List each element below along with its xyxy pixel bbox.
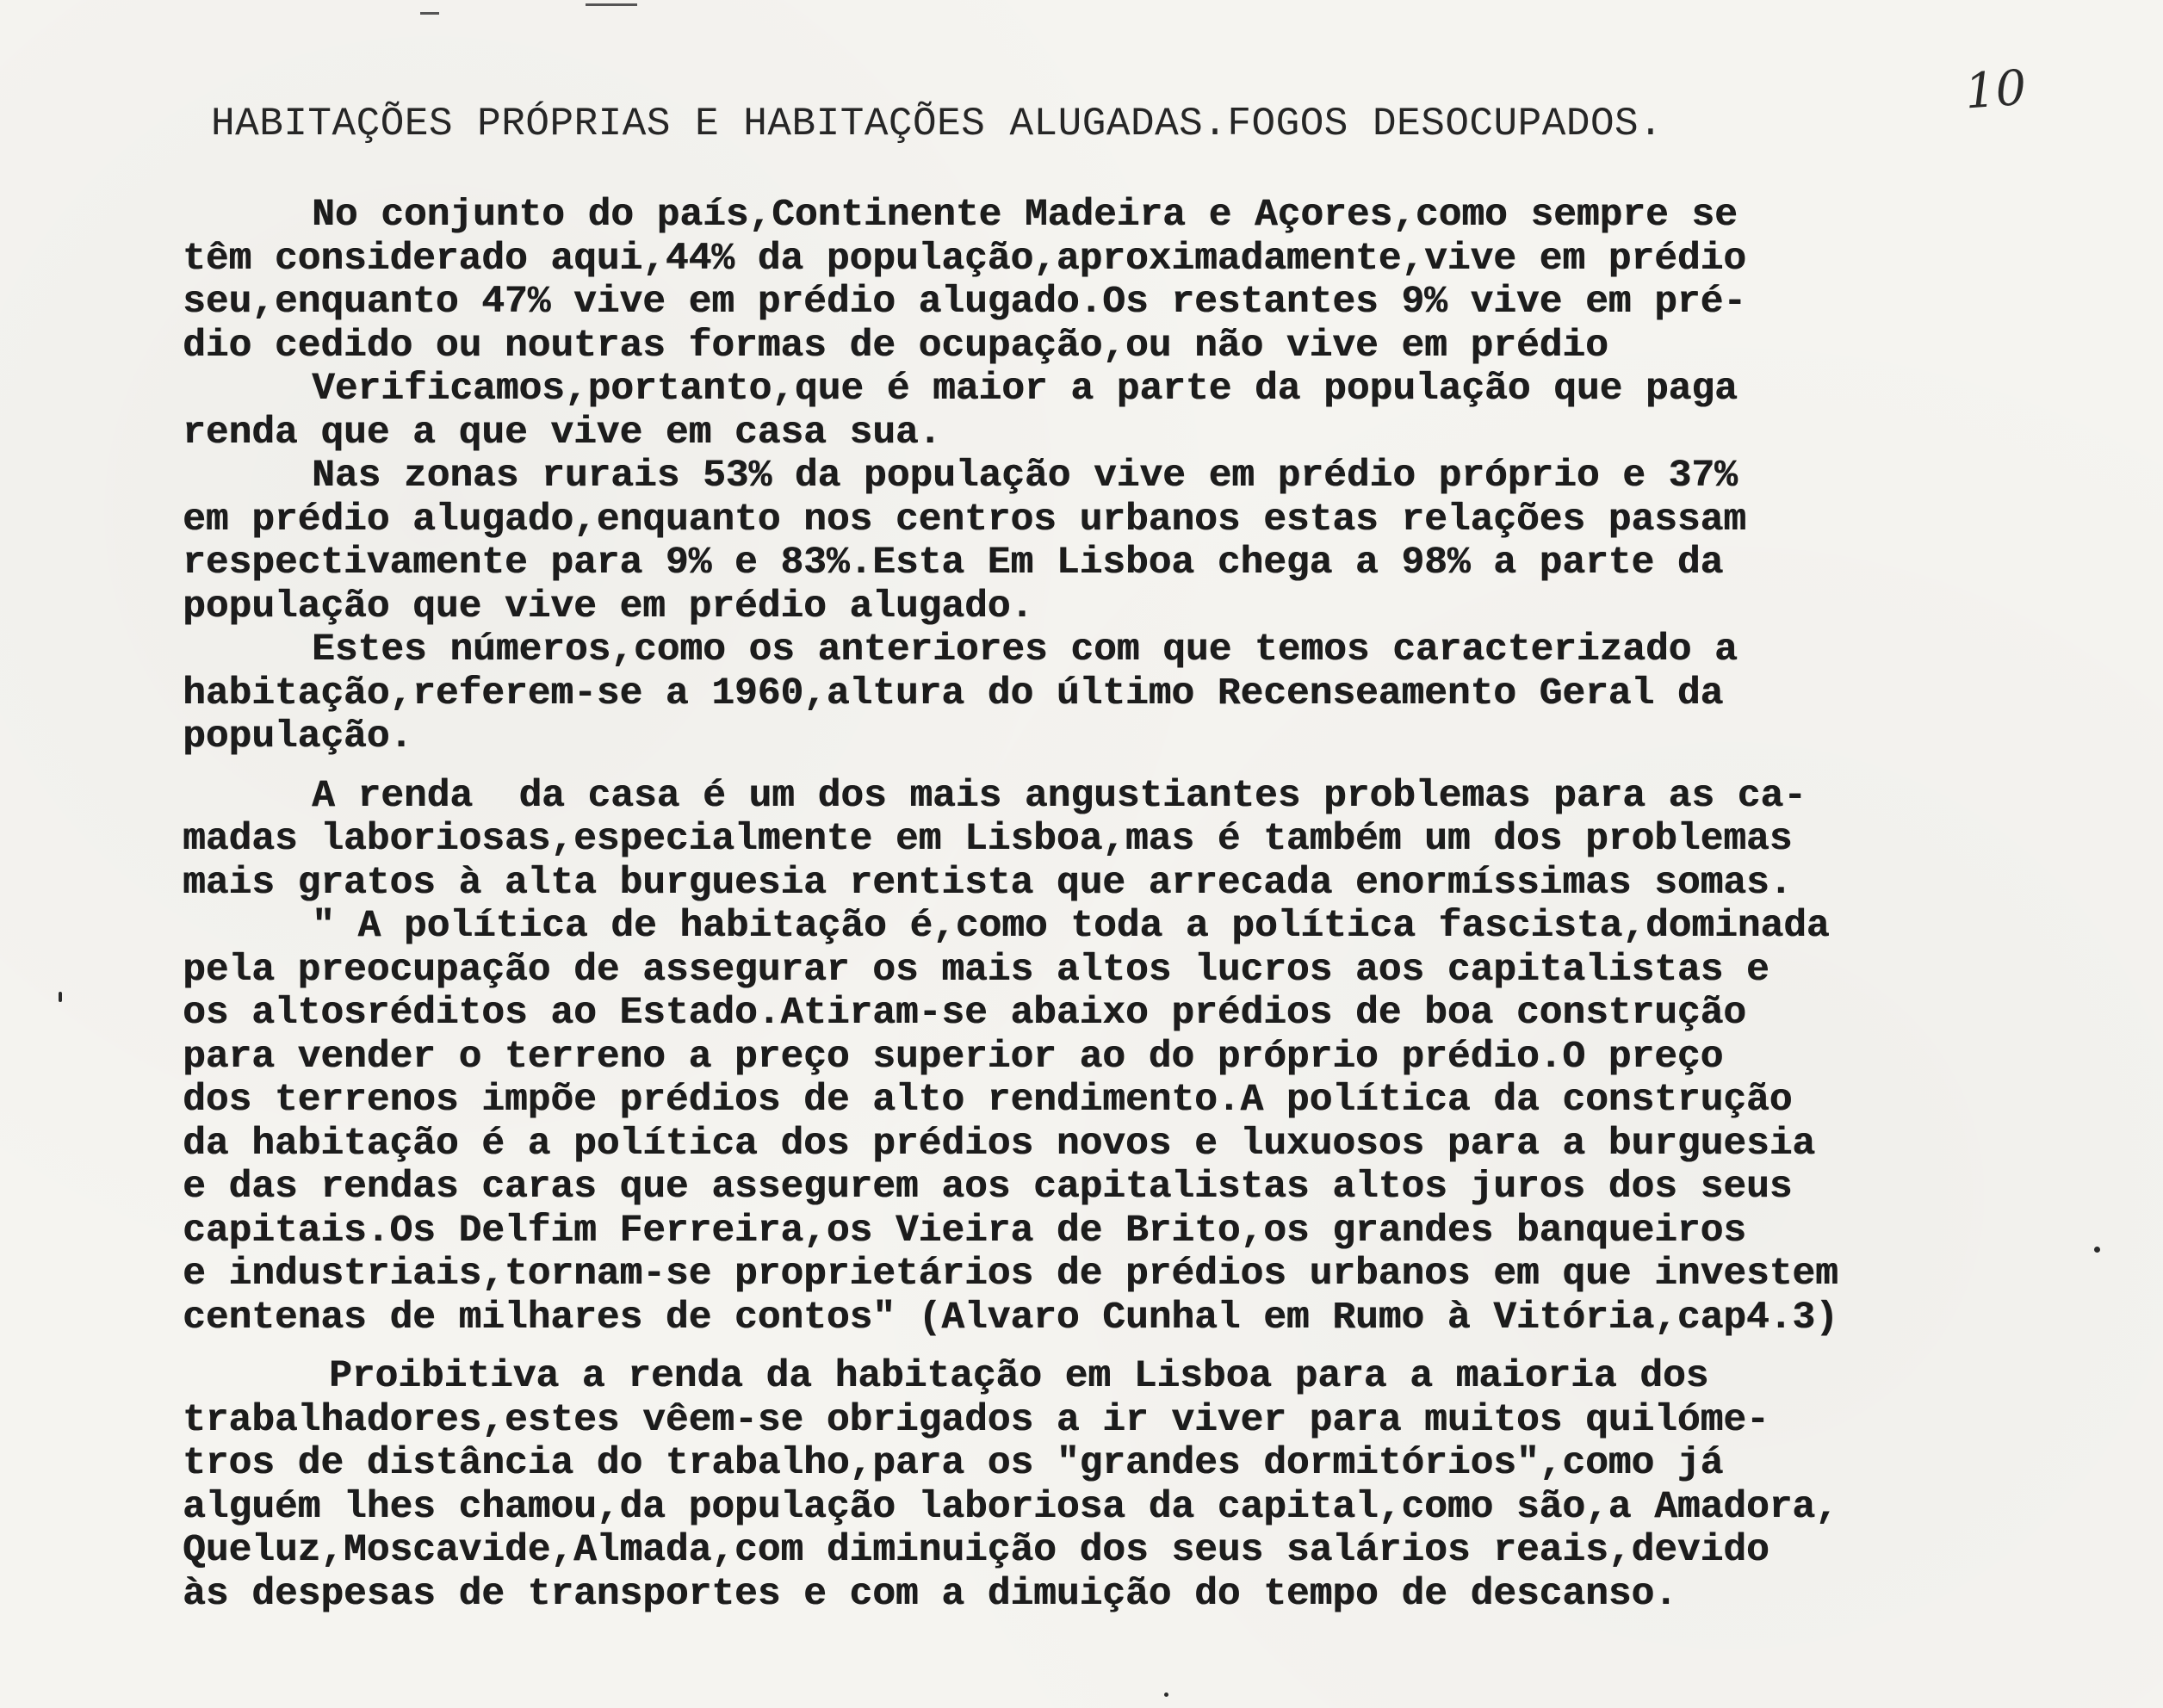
paragraph-gap: [183, 1340, 2034, 1355]
text-line: Proibitiva a renda da habitação em Lisboa para a maioria dos: [329, 1355, 1709, 1398]
ink-speck: [1164, 1693, 1168, 1697]
text-line: madas laboriosas,especialmente em Lisboa,mas é também um dos problemas: [183, 818, 1793, 861]
text-line: No conjunto do país,Continente Madeira e Açores,como sempre se: [312, 194, 1738, 237]
text-line: população.: [183, 715, 413, 758]
text-line: e das rendas caras que assegurem aos capitalistas altos juros dos seus: [183, 1166, 1793, 1209]
text-line: seu,enquanto 47% vive em prédio alugado.Os restantes 9% vive em pré-: [183, 281, 1746, 324]
text-line: e industriais,tornam-se proprietários de prédios urbanos em que investem: [183, 1253, 1838, 1296]
text-line: alguém lhes chamou,da população laboriosa da capital,como são,a Amadora,: [183, 1485, 1838, 1529]
paragraph: [183, 775, 2034, 906]
text-line: Queluz,Moscavide,Almada,com diminuição dos seus salários reais,devido: [183, 1529, 1769, 1572]
top-mark: [420, 12, 439, 15]
text-line: tros de distância do trabalho,para os "grandes dormitórios",como já: [183, 1442, 1724, 1485]
paragraph-gap: [183, 759, 2034, 775]
text-line: em prédio alugado,enquanto nos centros urbanos estas relações passam: [183, 498, 1746, 541]
handwritten-page-number: 10: [1962, 59, 2029, 121]
paragraph: [183, 194, 2034, 368]
text-line: dos terrenos impõe prédios de alto rendimento.A política da construção: [183, 1079, 1793, 1122]
text-line: respectivamente para 9% e 83%.Esta Em Lisboa chega a 98% a parte da: [183, 541, 1724, 585]
text-line: têm considerado aqui,44% da população,aproximadamente,vive em prédio: [183, 237, 1746, 281]
ink-speck: [59, 992, 62, 1002]
paragraph: [183, 455, 2034, 628]
text-line: renda que a que vive em casa sua.: [183, 411, 942, 455]
paragraph: [183, 368, 2034, 455]
ink-speck: [2094, 1247, 2100, 1253]
text-line: trabalhadores,estes vêem-se obrigados a ir viver para muitos quilóme-: [183, 1398, 1769, 1442]
text-line: centenas de milhares de contos" (Alvaro Cunhal em Rumo à Vitória,cap4.3): [183, 1296, 1838, 1340]
text-line: capitais.Os Delfim Ferreira,os Vieira de Brito,os grandes banqueiros: [183, 1209, 1746, 1253]
text-line: " A política de habitação é,como toda a política fascista,dominada: [312, 905, 1830, 948]
text-line: Verificamos,portanto,que é maior a parte da população que paga: [312, 368, 1738, 411]
text-line: os altosréditos ao Estado.Atiram-se abaixo prédios de boa construção: [183, 992, 1746, 1035]
quotation-paragraph: [183, 905, 2034, 1340]
text-line: dio cedido ou noutras formas de ocupação,ou não vive em prédio: [183, 324, 1608, 368]
text-line: Estes números,como os anteriores com que temos caracterizado a: [312, 628, 1738, 671]
text-line: às despesas de transportes e com a dimuição do tempo de descanso.: [183, 1572, 1677, 1616]
text-line: população que vive em prédio alugado.: [183, 585, 1034, 628]
document-body: [183, 194, 2034, 1616]
document-title: HABITAÇÕES PRÓPRIAS E HABITAÇÕES ALUGADAS.FOGOS DESOCUPADOS.: [211, 102, 1664, 146]
text-line: A renda da casa é um dos mais angustiantes problemas para as ca-: [312, 774, 1807, 818]
text-line: habitação,referem-se a 1960,altura do último Recenseamento Geral da: [183, 671, 1724, 715]
text-line: mais gratos à alta burguesia rentista que arrecada enormíssimas somas.: [183, 861, 1793, 905]
text-line: da habitação é a política dos prédios novos e luxuosos para a burguesia: [183, 1122, 1816, 1166]
text-line: para vender o terreno a preço superior ao do próprio prédio.O preço: [183, 1035, 1724, 1079]
paragraph: [183, 628, 2034, 759]
text-line: pela preocupação de assegurar os mais altos lucros aos capitalistas e: [183, 948, 1769, 992]
top-mark: [586, 3, 637, 6]
paragraph: [183, 1355, 2034, 1616]
text-line: Nas zonas rurais 53% da população vive em prédio próprio e 37%: [312, 455, 1738, 498]
